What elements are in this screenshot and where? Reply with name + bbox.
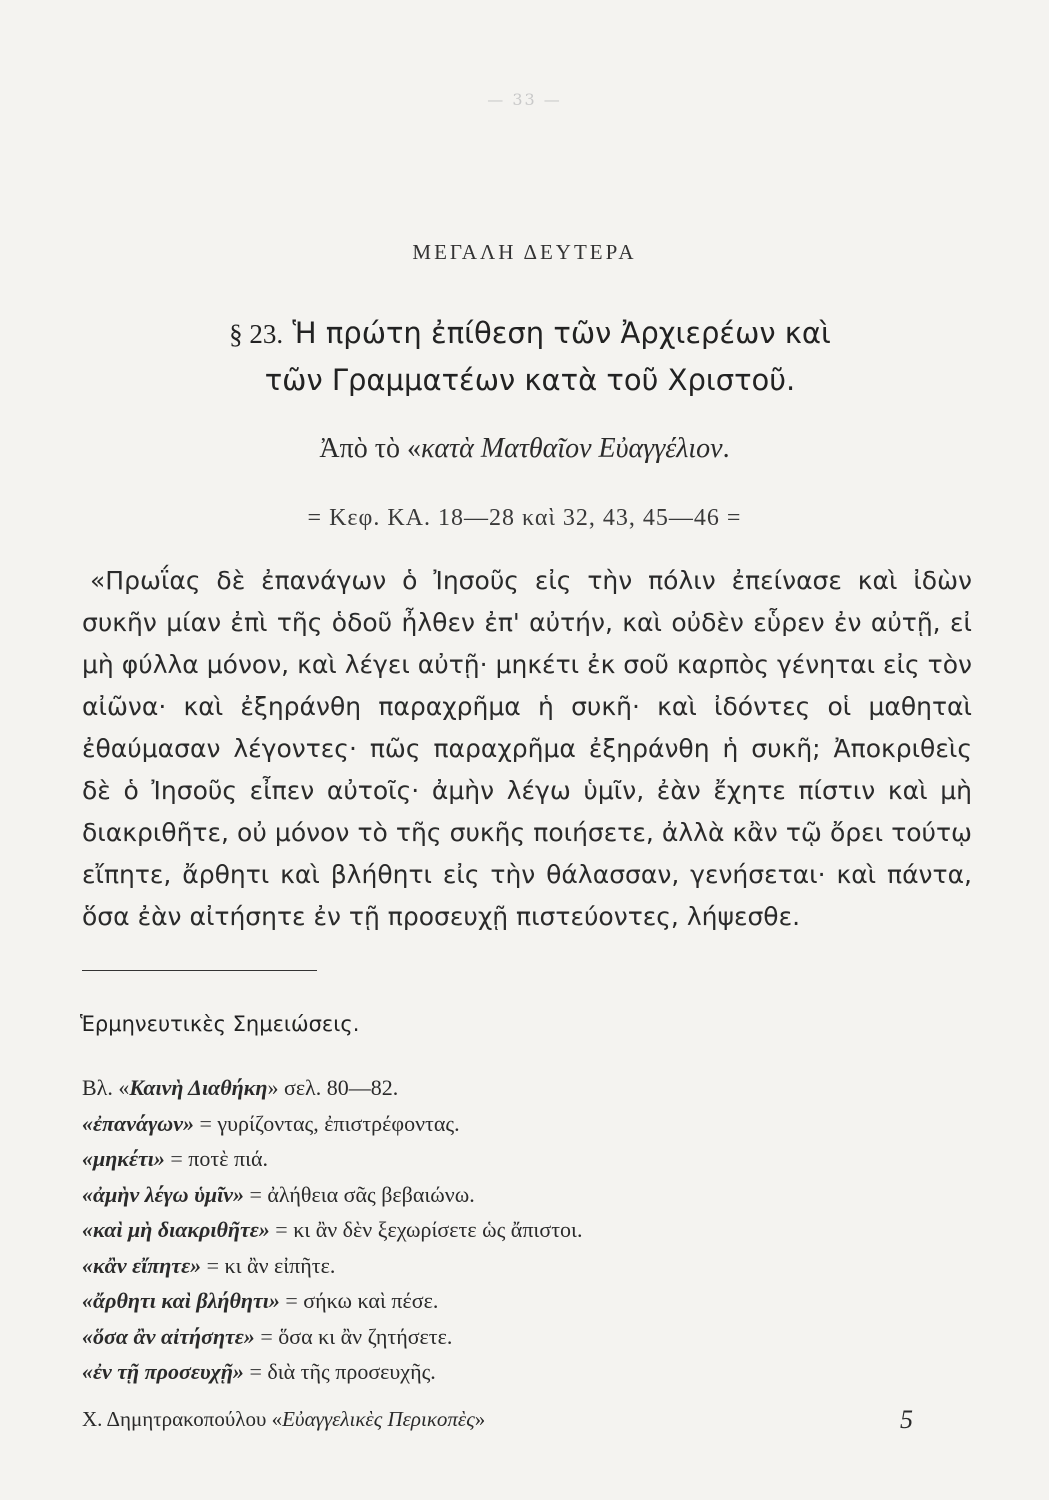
section-title-line-1: Ἡ πρώτη ἐπίθεση τῶν Ἀρχιερέων καὶ: [292, 316, 831, 350]
day-title: ΜΕΓΑΛΗ ΔΕΥΤΕΡΑ: [412, 240, 637, 264]
running-head: — 33 —: [487, 90, 562, 109]
equals-sign: =: [260, 1323, 273, 1349]
gloss-meaning: ποτὲ πιά.: [188, 1146, 269, 1171]
source-line: [0, 433, 1049, 465]
divider-rule: [82, 970, 317, 971]
gloss-meaning: γυρίζοντας, ἐπιστρέφοντας.: [217, 1110, 460, 1136]
gloss-item: [82, 1283, 962, 1319]
notes-reference: [82, 1070, 962, 1106]
section-heading: [110, 310, 950, 403]
gloss-item: [82, 1177, 962, 1213]
gloss-meaning: ὅσα κι ἂν ζητήσετε.: [278, 1323, 453, 1349]
gloss-item: [82, 1106, 962, 1142]
gloss-term: «ὅσα ἂν αἰτήσητε»: [82, 1323, 255, 1349]
equals-sign: =: [249, 1359, 262, 1384]
gloss-item: [82, 1141, 962, 1177]
footer-author: Χ. Δημητρακοπούλου «: [82, 1407, 283, 1431]
source-suffix: .: [722, 433, 730, 464]
gloss-term: «ἐπανάγων»: [82, 1110, 194, 1136]
gloss-meaning: ἀλήθεια σᾶς βεβαιώνω.: [267, 1181, 475, 1207]
page-number: 5: [900, 1405, 913, 1434]
notes-ref-book: Καινὴ Διαθήκη: [129, 1075, 268, 1100]
scripture-passage: [82, 560, 972, 938]
footer-close-quote: »: [474, 1407, 486, 1431]
equals-sign: =: [206, 1252, 220, 1278]
gloss-term: «μηκέτι»: [82, 1146, 165, 1171]
equals-sign: =: [249, 1181, 262, 1207]
gloss-term: «ἄρθητι καὶ βλήθητι»: [82, 1288, 280, 1313]
source-book: κατὰ Ματθαῖον Εὐαγγέλιον: [420, 433, 723, 464]
notes-heading: Ἑρμηνευτικὲς Σημειώσεις.: [80, 1012, 360, 1036]
gloss-item: [82, 1319, 962, 1355]
equals-sign: =: [275, 1217, 288, 1242]
scripture-text: «Πρωΐας δὲ ἐπανάγων ὁ Ἰησοῦς εἰς τὴν πόλιν ἐπείνασε καὶ ἰδὼν συκῆν μίαν ἐπὶ τῆς ὁδοῦ ἦλθεν ἐπ' αὐτήν, καὶ οὐδὲν εὗρεν ἐν αὐτῇ, εἰ μὴ φύλλα μόνον, καὶ λέγει αὐτῇ· μηκέτι ἐκ σοῦ καρπὸς γένηται εἰς τὸν αἰῶνα· καὶ ἐξηράνθη παραχρῆμα ἡ συκῆ· καὶ ἰδόντες οἱ μαθηταὶ ἐθαύμασαν λέγοντες· πῶς παραχρῆμα ἐξηράνθη ἡ συκῆ; Ἀποκριθεὶς δὲ ὁ Ἰησοῦς εἶπεν αὐτοῖς· ἀμὴν λέγω ὑμῖν, ἐὰν ἔχητε πίστιν καὶ μὴ διακριθῆτε, οὐ μόνον τὸ τῆς συκῆς ποιήσετε, ἀλλὰ κἂν τῷ ὄρει τούτῳ εἴπητε, ἄρθητι καὶ βλήθητι εἰς τὴν θάλασσαν, γενήσεται· καὶ πάντα, ὅσα ἐὰν αἰτήσητε ἐν τῇ προσευχῇ πιστεύοντες, λήψεσθε.: [82, 566, 972, 931]
gloss-meaning: κι ἂν εἰπῆτε.: [224, 1252, 336, 1278]
notes-ref-prefix: Βλ. «: [82, 1075, 130, 1100]
gloss-item: [82, 1354, 962, 1390]
gloss-term: «ἀμὴν λέγω ὑμῖν»: [82, 1181, 244, 1207]
footer-book-title: Εὐαγγελικὲς Περικοπὲς: [282, 1407, 475, 1431]
section-number: § 23.: [229, 319, 284, 349]
source-prefix: Ἀπὸ τὸ «: [319, 433, 421, 464]
notes-ref-suffix: » σελ. 80—82.: [267, 1075, 399, 1100]
gloss-meaning: διὰ τῆς προσευχῆς.: [267, 1359, 436, 1384]
equals-sign: =: [199, 1110, 212, 1136]
gloss-item: [82, 1248, 962, 1284]
equals-sign: =: [170, 1146, 183, 1171]
gloss-term: «κἂν εἴπητε»: [82, 1252, 202, 1278]
gloss-term: «ἐν τῇ προσευχῇ»: [82, 1359, 244, 1384]
gloss-term: «καὶ μὴ διακριθῆτε»: [82, 1217, 270, 1242]
page-footer: [82, 1407, 942, 1432]
notes-list: [82, 1070, 962, 1390]
chapter-reference: = Κεφ. ΚΑ. 18—28 καὶ 32, 43, 45—46 =: [307, 505, 742, 531]
section-title-line-2: τῶν Γραμματέων κατὰ τοῦ Χριστοῦ.: [264, 363, 796, 397]
equals-sign: =: [285, 1288, 298, 1313]
section-heading-line-1: [110, 310, 950, 357]
gloss-meaning: κι ἂν δὲν ξεχωρίσετε ὡς ἄπιστοι.: [293, 1217, 583, 1242]
gloss-meaning: σήκω καὶ πέσε.: [303, 1288, 439, 1313]
gloss-item: [82, 1212, 962, 1248]
